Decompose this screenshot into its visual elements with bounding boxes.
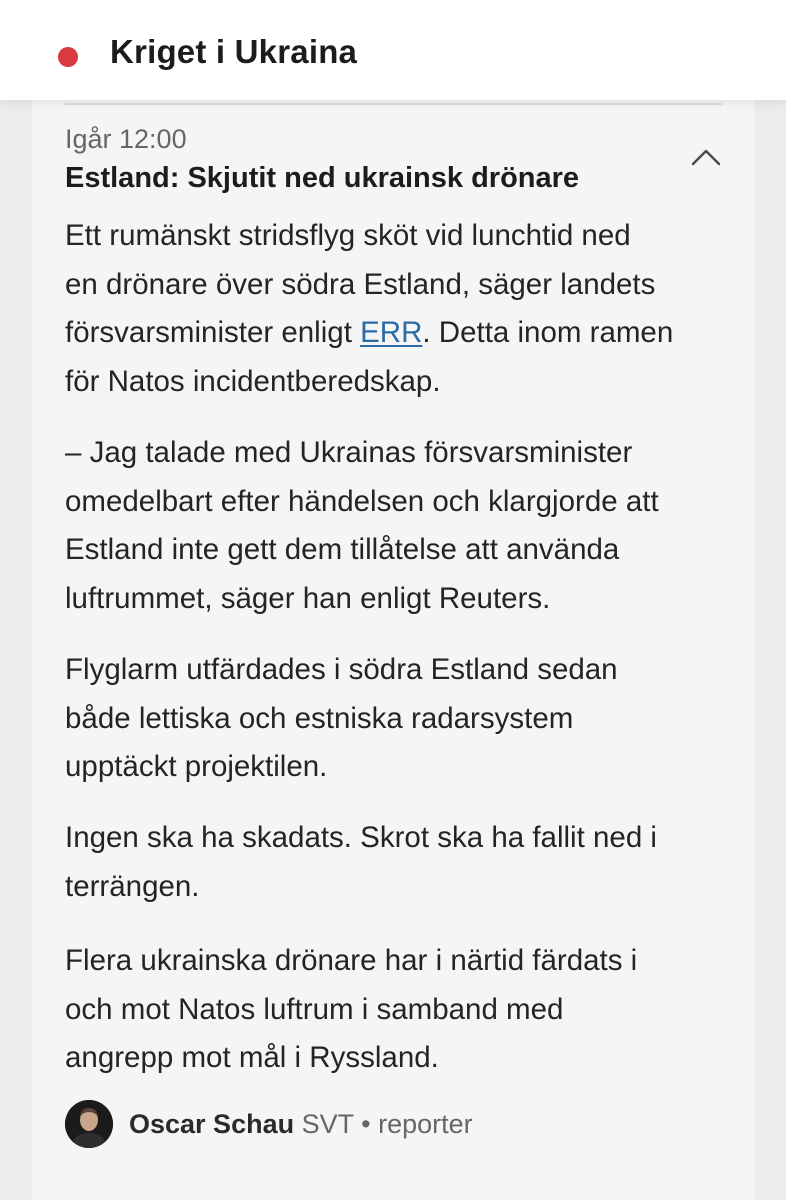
err-source-link[interactable]: ERR — [360, 316, 423, 349]
paragraph-line: terrängen. — [65, 869, 200, 903]
post-paragraph — [65, 646, 745, 792]
page-title[interactable]: Kriget i Ukraina — [110, 33, 358, 70]
author-role: reporter — [378, 1109, 473, 1139]
post-paragraph — [65, 212, 745, 406]
post-divider — [65, 103, 722, 105]
paragraph-line: Flera ukrainska drönare har i närtid färdats i — [65, 944, 638, 977]
paragraph-line: Ingen ska ha skadats. Skrot ska ha fallit ned i — [65, 821, 657, 854]
byline-separator: • — [361, 1109, 371, 1139]
paragraph-line: och mot Natos luftrum i samband med — [65, 992, 564, 1026]
paragraph-line: luftrummet, säger han enligt Reuters. — [65, 581, 551, 615]
paragraph-line: Ett rumänskt stridsflyg sköt vid lunchtid ned — [65, 219, 631, 252]
post-timestamp: Igår 12:00 — [65, 124, 187, 154]
live-dot-icon — [58, 47, 78, 67]
paragraph-line: – Jag talade med Ukrainas försvarsminister — [65, 436, 633, 469]
chevron-up-icon — [688, 142, 724, 172]
author-org: SVT — [301, 1109, 354, 1139]
paragraph-line: angrepp mot mål i Ryssland. — [65, 1041, 439, 1074]
page-header — [0, 0, 786, 100]
person-icon — [65, 1100, 113, 1148]
paragraph-line: för Natos incidentberedskap. — [65, 364, 441, 398]
paragraph-line: Estland inte gett dem tillåtelse att använda — [65, 533, 620, 566]
paragraph-line: omedelbart efter händelsen och klargjorde att — [65, 484, 659, 518]
paragraph-line — [65, 309, 745, 358]
author-name[interactable]: Oscar Schau — [129, 1109, 295, 1139]
byline-text — [129, 1109, 473, 1140]
paragraph-text: försvarsminister enligt — [65, 316, 361, 349]
paragraph-line: upptäckt projektilen. — [65, 750, 328, 783]
paragraph-line: en drönare över södra Estland, säger landets — [65, 267, 656, 301]
paragraph-text: . Detta inom ramen — [422, 316, 674, 349]
post-headline: Estland: Skjutit ned ukrainsk drönare — [65, 162, 580, 194]
paragraph-line: både lettiska och estniska radarsystem — [65, 701, 574, 735]
post-paragraph — [65, 937, 745, 1083]
author-avatar[interactable] — [65, 1100, 113, 1148]
post-paragraph — [65, 429, 745, 623]
post-paragraph — [65, 814, 745, 911]
collapse-button[interactable] — [688, 142, 724, 172]
paragraph-line: Flyglarm utfärdades i södra Estland sedan — [65, 653, 618, 686]
